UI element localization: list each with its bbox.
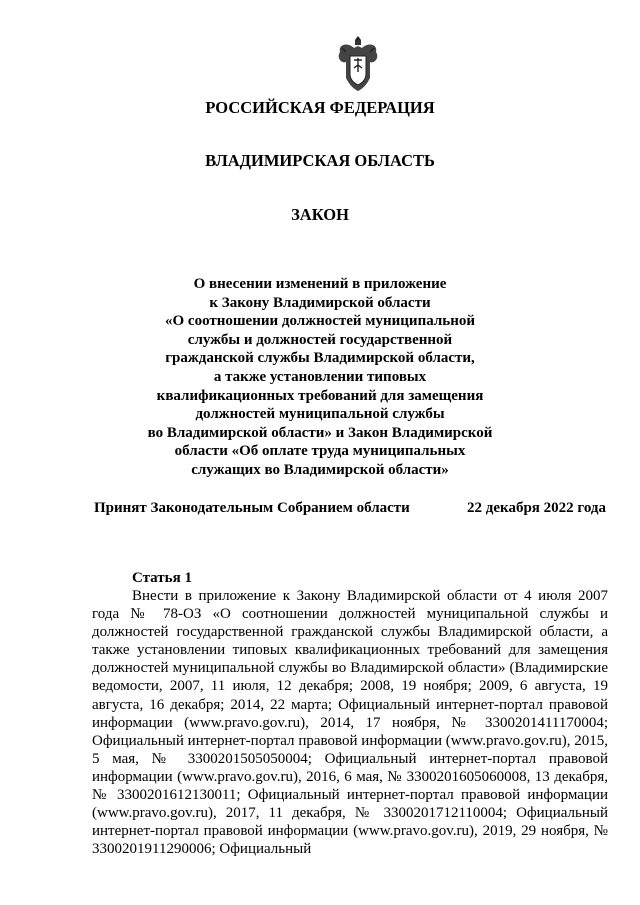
law-title bbox=[0, 275, 640, 480]
title-line: служащих во Владимирской области» bbox=[191, 461, 449, 478]
title-line: области «Об оплате труда муниципальных bbox=[174, 443, 466, 460]
title-line: во Владимирской области» и Закон Владимирской bbox=[147, 424, 493, 441]
adoption-label: Принят Законодательным Собранием области bbox=[94, 500, 410, 516]
title-line: квалификационных требований для замещения bbox=[156, 387, 484, 404]
title-line: а также установлении типовых bbox=[213, 368, 427, 385]
coat-of-arms-icon bbox=[336, 34, 380, 92]
federation-heading: РОССИЙСКАЯ ФЕДЕРАЦИЯ bbox=[205, 98, 435, 117]
title-line: «О соотношении должностей муниципальной bbox=[165, 313, 475, 330]
title-line: гражданской службы Владимирской области, bbox=[165, 350, 475, 367]
adoption-date: 22 декабря 2022 года bbox=[467, 500, 606, 516]
title-line: должностей муниципальной службы bbox=[195, 406, 445, 423]
article-text: Внести в приложение к Закону Владимирской области от 4 июля 2007 года № 78-ОЗ «О соотношении должностей муниципальной службы и должностей государственной гражданской службы Владимирской области, а также установлении типовых квалификационных требований для замещения должностей муниципальной службы во Владимирской области» (Владимирские ведомости, 2007, 11 июля, 12 декабря; 2008, 19 ноября; 2009, 6 августа, 19 августа, 16 декабря; 2014, 22 марта; Официальный интернет-портал правовой информации (www.pravo.gov.ru), 2014, 17 ноября, № 3300201411170004; Официальный интернет-портал правовой информации (www.pravo.gov.ru), 2015, 5 мая, № 3300201505050004; Официальный интернет-портал правовой информации (www.pravo.gov.ru), 2016, 6 мая, № 3300201605060008, 13 декабря, № 3300201612130011; Официальный интернет-портал правовой информации (www.pravo.gov.ru), 2017, 11 декабря, № 3300201712110004; Официальный интернет-портал правовой информации (www.pravo.gov.ru), 2019, 29 ноября, № 3300201911290006; Официальный bbox=[92, 588, 608, 858]
title-line: к Закону Владимирской области bbox=[209, 294, 431, 311]
title-line: службы и должностей государственной bbox=[187, 331, 453, 348]
adoption-line bbox=[94, 500, 606, 517]
region-heading: ВЛАДИМИРСКАЯ ОБЛАСТЬ bbox=[205, 151, 435, 170]
title-line: О внесении изменений в приложение bbox=[193, 276, 447, 292]
document-type-heading: ЗАКОН bbox=[291, 205, 349, 224]
article-heading: Статья 1 bbox=[132, 570, 192, 586]
